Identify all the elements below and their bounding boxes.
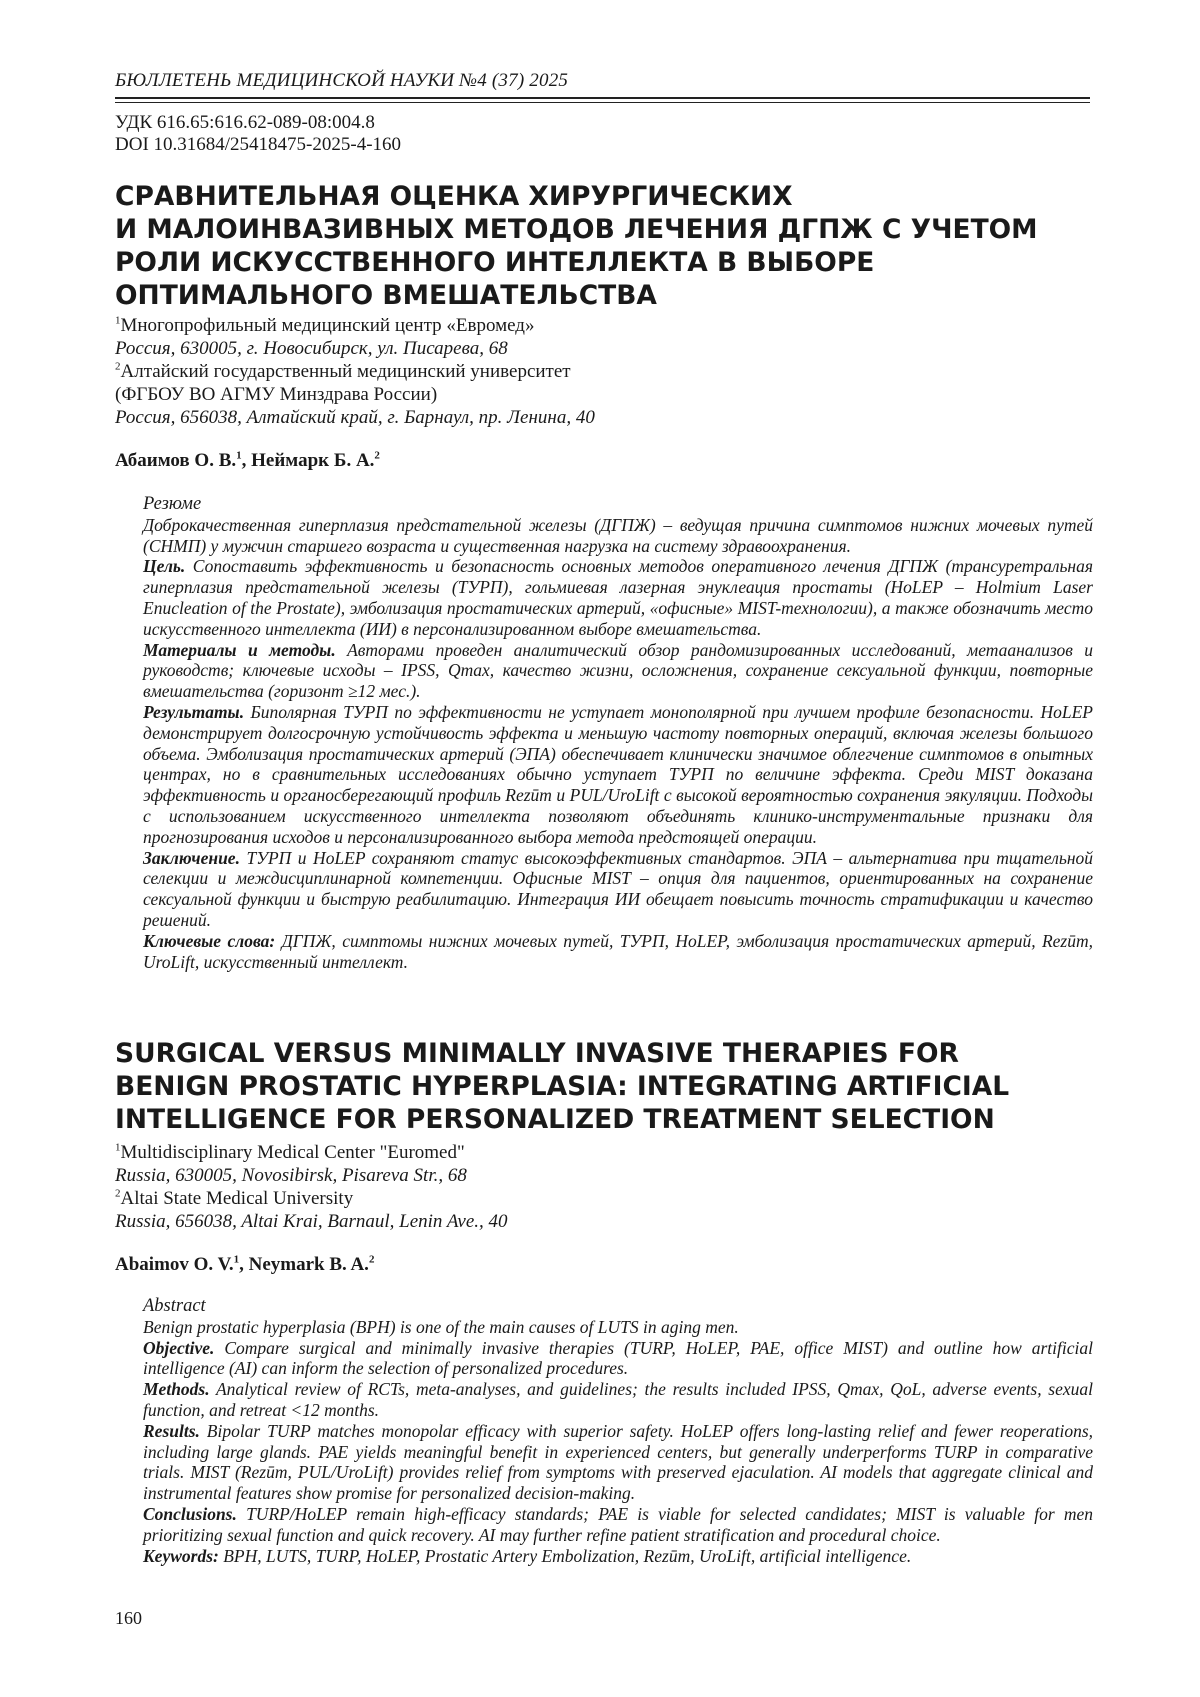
ru-authors: Абаимов О. В.$^1$, Неймарк Б. А.$^2$	[115, 449, 380, 471]
ru-title-line: РОЛИ ИСКУССТВЕННОГО ИНТЕЛЛЕКТА В ВЫБОРЕ	[115, 247, 875, 278]
en-authors: Abaimov O. V.$^1$, Neymark B. A.$^2$	[115, 1253, 375, 1275]
en-title	[115, 1037, 1075, 1136]
ru-title-line: ОПТИМАЛЬНОГО ВМЕШАТЕЛЬСТВА	[115, 280, 657, 311]
en-affiliation-2-address: Russia, 656038, Altai Krai, Barnaul, Lenin Ave., 40	[115, 1211, 508, 1232]
ru-affiliations	[115, 314, 1015, 429]
en-abstract-intro: Benign prostatic hyperplasia (BPH) is one of the main causes of LUTS in aging men.	[143, 1316, 739, 1337]
en-affiliation-2: $^2$Altai State Medical University	[115, 1187, 354, 1209]
ru-affiliation-2-address: Россия, 656038, Алтайский край, г. Барнаул, пр. Ленина, 40	[115, 407, 595, 428]
en-abstract-results: Results. Bipolar TURP matches monopolar efficacy with superior safety. HoLEP offers long-lasting relief and fewer reoperations, including large glands. PAE yields meaningful benefit in experienced centers, but generally underperforms TURP in comparative trials. MIST (Rezūm, PUL/UroLift) provides relief from symptoms with preserved ejaculation. AI models that aggregate clinical and instrumental features show promise for personalized decision-making.	[143, 1420, 1093, 1504]
journal-header: БЮЛЛЕТЕНЬ МЕДИЦИНСКОЙ НАУКИ №4 (37) 2025	[115, 70, 569, 91]
en-abstract-keywords: Keywords: BPH, LUTS, TURP, HoLEP, Prostatic Artery Embolization, Rezūm, UroLift, artificial intelligence.	[143, 1545, 912, 1566]
header-rule-thin	[115, 102, 1090, 103]
en-abstract-conclusions: Conclusions. TURP/HoLEP remain high-efficacy standards; PAE is viable for selected candidates; MIST is valuable for men prioritizing sexual function and quick recovery. AI may further refine patient stratification and procedural choice.	[143, 1503, 1094, 1545]
page-number: 160	[115, 1608, 142, 1628]
ru-abstract-results: Результаты. Биполярная ТУРП по эффективности не уступает монополярной при лучшем профиле безопасности. HoLEP демонстрирует долгосрочную устойчивость эффекта и меньшую частоту повторных операций, включая железы большого объема. Эмболизация простатических артерий (ЭПА) обеспечивает клинически значимое облегчение симптомов в опытных центрах, но в сравнительных исследованиях обычно уступает ТУРП по величине эффекта. Среди MIST доказана эффективность и органосберегающий профиль Rezūm и PUL/UroLift с высокой вероятностью сохранения эякуляции. Подходы с использованием искусственного интеллекта позволяют объединять клинико-инструментальные признаки для прогнозирования исходов и персонализированного выбора метода предстоящей операции.	[143, 701, 1093, 847]
en-affiliation-1-address: Russia, 630005, Novosibirsk, Pisareva Str., 68	[115, 1165, 467, 1186]
udk-code: УДК 616.65:616.62-089-08:004.8	[115, 112, 375, 133]
ru-affiliation-1: $^1$Многопрофильный медицинский центр «Евромед»	[115, 314, 535, 336]
ru-abstract-keywords: Ключевые слова: ДГПЖ, симптомы нижних мочевых путей, ТУРП, HoLEP, эмболизация простатических артерий, Rezūm, UroLift, искусственный интеллект.	[143, 930, 1094, 972]
en-affiliation-1: $^1$Multidisciplinary Medical Center "Euromed"	[115, 1141, 465, 1163]
ru-title	[115, 180, 1075, 312]
en-abstract-methods: Methods. Analytical review of RCTs, meta-analyses, and guidelines; the results included IPSS, Qmax, QoL, adverse events, sexual function, and retreat <12 months.	[143, 1379, 1093, 1420]
ru-affiliation-1-address: Россия, 630005, г. Новосибирск, ул. Писарева, 68	[115, 338, 508, 359]
ru-title-line: И МАЛОИНВАЗИВНЫХ МЕТОДОВ ЛЕЧЕНИЯ ДГПЖ С УЧЕТОМ	[115, 214, 1038, 245]
header-rule-thick	[115, 97, 1090, 99]
en-title-line: INTELLIGENCE FOR PERSONALIZED TREATMENT SELECTION	[115, 1104, 995, 1135]
ru-abstract-methods: Материалы и методы. Авторами проведен аналитический обзор рандомизированных исследований, метаанализов и руководств; ключевые исходы – IPSS, Qmax, качество жизни, осложнения, сохранение сексуальной функции, повторные вмешательства (горизонт ≥12 мес.).	[143, 639, 1093, 702]
ru-abstract-intro: Доброкачественная гиперплазия предстательной железы (ДГПЖ) – ведущая причина симптомов нижних мочевых путей (СНМП) у мужчин старшего возраста и существенная нагрузка на систему здравоохранения.	[143, 514, 1093, 556]
ru-abstract	[143, 494, 1093, 972]
ru-abstract-goal: Цель. Сопоставить эффективность и безопасность основных методов оперативного лечения ДГПЖ (трансуретральная гиперплазия предстательной железы (ТУРП), гольмиевая лазерная энуклеация простаты (HoLEP – Holmium Laser Enucleation of the Prostate), эмболизация простатических артерий, «офисные» MIST-технологии), а также обозначить место искусственного интеллекта (ИИ) в персонализированном выборе вмешательства.	[143, 556, 1093, 639]
ru-affiliation-2: $^2$Алтайский государственный медицинский университет	[115, 360, 571, 382]
en-affiliations	[115, 1141, 1015, 1233]
en-title-line: BENIGN PROSTATIC HYPERPLASIA: INTEGRATING ARTIFICIAL	[115, 1071, 1010, 1102]
en-title-line: SURGICAL VERSUS MINIMALLY INVASIVE THERAPIES FOR	[115, 1038, 959, 1069]
ru-title-line: СРАВНИТЕЛЬНАЯ ОЦЕНКА ХИРУРГИЧЕСКИХ	[115, 181, 793, 212]
ru-affiliation-2-name-cont: (ФГБОУ ВО АГМУ Минздрава России)	[115, 384, 438, 405]
en-abstract-objective: Objective. Compare surgical and minimally invasive therapies (TURP, HoLEP, PAE, office MIST) and outline how artificial intelligence (AI) can inform the selection of personalized procedures.	[143, 1337, 1093, 1379]
doi: DOI 10.31684/25418475-2025-4-160	[115, 134, 402, 155]
en-abstract-heading: Abstract	[143, 1296, 206, 1316]
ru-abstract-heading: Резюме	[143, 494, 202, 514]
en-abstract	[143, 1296, 1093, 1566]
article-identifiers	[115, 112, 401, 156]
ru-abstract-conclusion: Заключение. ТУРП и HoLEP сохраняют статус высокоэффективных стандартов. ЭПА – альтернатива при тщательной селекции и междисциплинарной компетенции. Офисные MIST – опция для пациентов, ориентированных на сохранение сексуальной функции и быструю реабилитацию. Интеграция ИИ обещает повысить точность стратификации и качество решений.	[143, 847, 1094, 930]
